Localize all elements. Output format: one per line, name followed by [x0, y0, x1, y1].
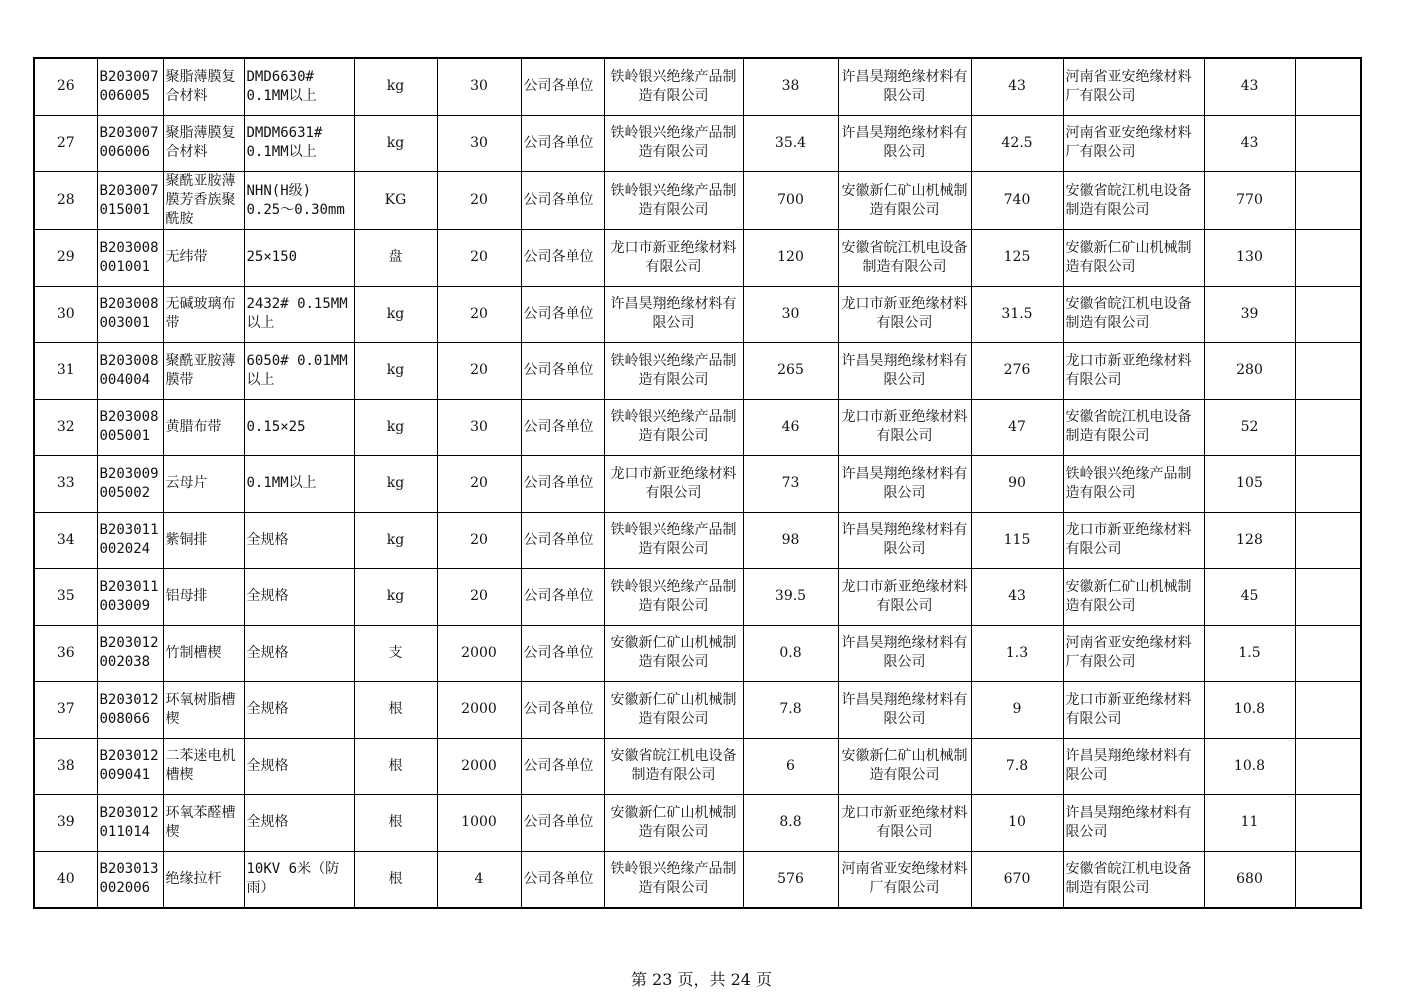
material-code-cell: B203012 008066: [97, 682, 163, 739]
table-row: [34, 682, 1361, 739]
price-2-cell: 10: [971, 795, 1063, 852]
usage-scope-cell: 公司各单位: [521, 512, 604, 569]
quantity-cell: 20: [437, 456, 521, 513]
table-row: [34, 625, 1361, 682]
price-1-cell: 265: [743, 343, 838, 400]
table-row: [34, 851, 1361, 908]
price-1-cell: 46: [743, 399, 838, 456]
specification-cell: DMD6630# 0.1MM以上: [244, 58, 354, 115]
remarks-cell: [1295, 230, 1361, 287]
supplier-3-cell: 铁岭银兴绝缘产品制造有限公司: [1063, 456, 1204, 513]
usage-scope-cell: 公司各单位: [521, 58, 604, 115]
price-1-cell: 6: [743, 738, 838, 795]
unit-cell: 根: [354, 851, 437, 908]
material-code-cell: B203011 003009: [97, 569, 163, 626]
price-2-cell: 47: [971, 399, 1063, 456]
supplier-3-cell: 河南省亚安绝缘材料厂有限公司: [1063, 115, 1204, 172]
remarks-cell: [1295, 738, 1361, 795]
unit-cell: kg: [354, 569, 437, 626]
quantity-cell: 1000: [437, 795, 521, 852]
quantity-cell: 20: [437, 343, 521, 400]
remarks-cell: [1295, 343, 1361, 400]
quantity-cell: 4: [437, 851, 521, 908]
specification-cell: 全规格: [244, 682, 354, 739]
price-3-cell: 52: [1204, 399, 1295, 456]
price-3-cell: 770: [1204, 172, 1295, 230]
material-code-cell: B203008 005001: [97, 399, 163, 456]
supplier-3-cell: 龙口市新亚绝缘材料有限公司: [1063, 682, 1204, 739]
supplier-1-cell: 铁岭银兴绝缘产品制造有限公司: [604, 512, 743, 569]
specification-cell: 全规格: [244, 569, 354, 626]
material-name-cell: 聚脂薄膜复合材料: [163, 58, 244, 115]
supplier-1-cell: 铁岭银兴绝缘产品制造有限公司: [604, 851, 743, 908]
price-2-cell: 43: [971, 58, 1063, 115]
price-3-cell: 10.8: [1204, 738, 1295, 795]
supplier-3-cell: 龙口市新亚绝缘材料有限公司: [1063, 343, 1204, 400]
supplier-3-cell: 河南省亚安绝缘材料厂有限公司: [1063, 625, 1204, 682]
price-1-cell: 7.8: [743, 682, 838, 739]
specification-cell: 10KV 6米（防雨）: [244, 851, 354, 908]
unit-cell: kg: [354, 115, 437, 172]
remarks-cell: [1295, 682, 1361, 739]
unit-cell: kg: [354, 58, 437, 115]
price-2-cell: 43: [971, 569, 1063, 626]
specification-cell: DMDM6631# 0.1MM以上: [244, 115, 354, 172]
price-3-cell: 130: [1204, 230, 1295, 287]
supplier-1-cell: 龙口市新亚绝缘材料有限公司: [604, 456, 743, 513]
row-number-cell: 28: [34, 172, 97, 230]
row-number-cell: 38: [34, 738, 97, 795]
price-1-cell: 700: [743, 172, 838, 230]
unit-cell: 根: [354, 738, 437, 795]
material-name-cell: 紫铜排: [163, 512, 244, 569]
row-number-cell: 26: [34, 58, 97, 115]
unit-cell: kg: [354, 343, 437, 400]
supplier-1-cell: 铁岭银兴绝缘产品制造有限公司: [604, 115, 743, 172]
material-name-cell: 绝缘拉杆: [163, 851, 244, 908]
supplier-3-cell: 许昌昊翔绝缘材料有限公司: [1063, 738, 1204, 795]
quantity-cell: 30: [437, 115, 521, 172]
price-1-cell: 30: [743, 286, 838, 343]
table-row: [34, 456, 1361, 513]
material-code-cell: B203007 006006: [97, 115, 163, 172]
price-1-cell: 576: [743, 851, 838, 908]
supplier-3-cell: 安徽省皖江机电设备制造有限公司: [1063, 172, 1204, 230]
supplier-2-cell: 安徽省皖江机电设备制造有限公司: [838, 230, 971, 287]
supplier-2-cell: 龙口市新亚绝缘材料有限公司: [838, 569, 971, 626]
remarks-cell: [1295, 58, 1361, 115]
price-2-cell: 115: [971, 512, 1063, 569]
material-name-cell: 无碱玻璃布带: [163, 286, 244, 343]
unit-cell: KG: [354, 172, 437, 230]
row-number-cell: 34: [34, 512, 97, 569]
usage-scope-cell: 公司各单位: [521, 795, 604, 852]
price-3-cell: 45: [1204, 569, 1295, 626]
supplier-3-cell: 河南省亚安绝缘材料厂有限公司: [1063, 58, 1204, 115]
material-name-cell: 无纬带: [163, 230, 244, 287]
material-code-cell: B203008 003001: [97, 286, 163, 343]
unit-cell: kg: [354, 456, 437, 513]
row-number-cell: 33: [34, 456, 97, 513]
material-name-cell: 竹制槽楔: [163, 625, 244, 682]
usage-scope-cell: 公司各单位: [521, 399, 604, 456]
price-3-cell: 10.8: [1204, 682, 1295, 739]
row-number-cell: 36: [34, 625, 97, 682]
price-2-cell: 90: [971, 456, 1063, 513]
supplier-1-cell: 铁岭银兴绝缘产品制造有限公司: [604, 569, 743, 626]
material-code-cell: B203012 011014: [97, 795, 163, 852]
price-3-cell: 39: [1204, 286, 1295, 343]
table-row: [34, 172, 1361, 230]
supplier-1-cell: 安徽新仁矿山机械制造有限公司: [604, 625, 743, 682]
supplier-1-cell: 安徽省皖江机电设备制造有限公司: [604, 738, 743, 795]
price-1-cell: 120: [743, 230, 838, 287]
quantity-cell: 20: [437, 172, 521, 230]
table-row: [34, 343, 1361, 400]
material-name-cell: 黄腊布带: [163, 399, 244, 456]
specification-cell: 全规格: [244, 625, 354, 682]
price-1-cell: 39.5: [743, 569, 838, 626]
price-1-cell: 0.8: [743, 625, 838, 682]
supplier-3-cell: 安徽省皖江机电设备制造有限公司: [1063, 399, 1204, 456]
supplier-2-cell: 许昌昊翔绝缘材料有限公司: [838, 343, 971, 400]
usage-scope-cell: 公司各单位: [521, 343, 604, 400]
supplier-3-cell: 安徽省皖江机电设备制造有限公司: [1063, 851, 1204, 908]
material-code-cell: B203007 015001: [97, 172, 163, 230]
price-2-cell: 42.5: [971, 115, 1063, 172]
price-2-cell: 125: [971, 230, 1063, 287]
material-code-cell: B203011 002024: [97, 512, 163, 569]
price-1-cell: 8.8: [743, 795, 838, 852]
quantity-cell: 2000: [437, 625, 521, 682]
specification-cell: 0.15×25: [244, 399, 354, 456]
remarks-cell: [1295, 851, 1361, 908]
unit-cell: 盘: [354, 230, 437, 287]
quantity-cell: 20: [437, 512, 521, 569]
table-row: [34, 569, 1361, 626]
price-2-cell: 7.8: [971, 738, 1063, 795]
supplier-3-cell: 许昌昊翔绝缘材料有限公司: [1063, 795, 1204, 852]
remarks-cell: [1295, 569, 1361, 626]
usage-scope-cell: 公司各单位: [521, 456, 604, 513]
specification-cell: 6050# 0.01MM以上: [244, 343, 354, 400]
material-code-cell: B203007 006005: [97, 58, 163, 115]
table-row: [34, 399, 1361, 456]
table-row: [34, 286, 1361, 343]
price-3-cell: 128: [1204, 512, 1295, 569]
price-3-cell: 680: [1204, 851, 1295, 908]
supplier-3-cell: 龙口市新亚绝缘材料有限公司: [1063, 512, 1204, 569]
remarks-cell: [1295, 795, 1361, 852]
supplier-1-cell: 铁岭银兴绝缘产品制造有限公司: [604, 172, 743, 230]
specification-cell: 0.1MM以上: [244, 456, 354, 513]
unit-cell: kg: [354, 286, 437, 343]
material-name-cell: 环氧苯醛槽楔: [163, 795, 244, 852]
price-3-cell: 280: [1204, 343, 1295, 400]
page-footer: 第 23 页，共 24 页: [630, 970, 773, 989]
usage-scope-cell: 公司各单位: [521, 230, 604, 287]
material-code-cell: B203012 009041: [97, 738, 163, 795]
usage-scope-cell: 公司各单位: [521, 569, 604, 626]
material-code-cell: B203013 002006: [97, 851, 163, 908]
usage-scope-cell: 公司各单位: [521, 851, 604, 908]
material-code-cell: B203009 005002: [97, 456, 163, 513]
unit-cell: kg: [354, 399, 437, 456]
usage-scope-cell: 公司各单位: [521, 625, 604, 682]
material-name-cell: 二苯迷电机槽楔: [163, 738, 244, 795]
price-3-cell: 43: [1204, 115, 1295, 172]
supplier-2-cell: 龙口市新亚绝缘材料有限公司: [838, 795, 971, 852]
material-name-cell: 环氧树脂槽楔: [163, 682, 244, 739]
price-3-cell: 105: [1204, 456, 1295, 513]
row-number-cell: 40: [34, 851, 97, 908]
quantity-cell: 20: [437, 569, 521, 626]
price-2-cell: 276: [971, 343, 1063, 400]
remarks-cell: [1295, 625, 1361, 682]
table-row: [34, 115, 1361, 172]
supplier-1-cell: 铁岭银兴绝缘产品制造有限公司: [604, 58, 743, 115]
table-row: [34, 230, 1361, 287]
specification-cell: 2432# 0.15MM以上: [244, 286, 354, 343]
price-3-cell: 1.5: [1204, 625, 1295, 682]
material-name-cell: 云母片: [163, 456, 244, 513]
specification-cell: 25×150: [244, 230, 354, 287]
remarks-cell: [1295, 512, 1361, 569]
price-2-cell: 9: [971, 682, 1063, 739]
quantity-cell: 30: [437, 58, 521, 115]
usage-scope-cell: 公司各单位: [521, 682, 604, 739]
supplier-3-cell: 安徽新仁矿山机械制造有限公司: [1063, 230, 1204, 287]
material-name-cell: 聚酰亚胺薄膜带: [163, 343, 244, 400]
price-2-cell: 31.5: [971, 286, 1063, 343]
unit-cell: 根: [354, 682, 437, 739]
supplier-1-cell: 龙口市新亚绝缘材料有限公司: [604, 230, 743, 287]
quantity-cell: 20: [437, 230, 521, 287]
supplier-2-cell: 河南省亚安绝缘材料厂有限公司: [838, 851, 971, 908]
row-number-cell: 37: [34, 682, 97, 739]
usage-scope-cell: 公司各单位: [521, 738, 604, 795]
quantity-cell: 2000: [437, 682, 521, 739]
quantity-cell: 2000: [437, 738, 521, 795]
remarks-cell: [1295, 115, 1361, 172]
remarks-cell: [1295, 456, 1361, 513]
row-number-cell: 31: [34, 343, 97, 400]
price-2-cell: 670: [971, 851, 1063, 908]
price-1-cell: 98: [743, 512, 838, 569]
specification-cell: 全规格: [244, 738, 354, 795]
price-1-cell: 35.4: [743, 115, 838, 172]
material-code-cell: B203012 002038: [97, 625, 163, 682]
row-number-cell: 27: [34, 115, 97, 172]
usage-scope-cell: 公司各单位: [521, 286, 604, 343]
supplier-2-cell: 龙口市新亚绝缘材料有限公司: [838, 286, 971, 343]
supplier-2-cell: 许昌昊翔绝缘材料有限公司: [838, 58, 971, 115]
quantity-cell: 30: [437, 399, 521, 456]
price-comparison-table: [33, 57, 1362, 909]
supplier-2-cell: 许昌昊翔绝缘材料有限公司: [838, 512, 971, 569]
price-2-cell: 740: [971, 172, 1063, 230]
supplier-2-cell: 安徽新仁矿山机械制造有限公司: [838, 172, 971, 230]
supplier-2-cell: 许昌昊翔绝缘材料有限公司: [838, 115, 971, 172]
unit-cell: 支: [354, 625, 437, 682]
supplier-2-cell: 许昌昊翔绝缘材料有限公司: [838, 682, 971, 739]
supplier-1-cell: 安徽新仁矿山机械制造有限公司: [604, 682, 743, 739]
supplier-1-cell: 铁岭银兴绝缘产品制造有限公司: [604, 343, 743, 400]
price-3-cell: 43: [1204, 58, 1295, 115]
table-row: [34, 512, 1361, 569]
specification-cell: 全规格: [244, 512, 354, 569]
supplier-2-cell: 安徽新仁矿山机械制造有限公司: [838, 738, 971, 795]
usage-scope-cell: 公司各单位: [521, 115, 604, 172]
usage-scope-cell: 公司各单位: [521, 172, 604, 230]
supplier-2-cell: 许昌昊翔绝缘材料有限公司: [838, 625, 971, 682]
unit-cell: 根: [354, 795, 437, 852]
table-row: [34, 738, 1361, 795]
row-number-cell: 32: [34, 399, 97, 456]
remarks-cell: [1295, 172, 1361, 230]
table-row: [34, 58, 1361, 115]
material-name-cell: 聚酰亚胺薄膜芳香族聚酰胺: [163, 172, 244, 230]
supplier-1-cell: 安徽新仁矿山机械制造有限公司: [604, 795, 743, 852]
quantity-cell: 20: [437, 286, 521, 343]
supplier-1-cell: 铁岭银兴绝缘产品制造有限公司: [604, 399, 743, 456]
specification-cell: 全规格: [244, 795, 354, 852]
material-name-cell: 聚脂薄膜复合材料: [163, 115, 244, 172]
material-name-cell: 铝母排: [163, 569, 244, 626]
price-2-cell: 1.3: [971, 625, 1063, 682]
supplier-3-cell: 安徽新仁矿山机械制造有限公司: [1063, 569, 1204, 626]
supplier-2-cell: 龙口市新亚绝缘材料有限公司: [838, 399, 971, 456]
supplier-2-cell: 许昌昊翔绝缘材料有限公司: [838, 456, 971, 513]
specification-cell: NHN(H级) 0.25～0.30mm: [244, 172, 354, 230]
supplier-3-cell: 安徽省皖江机电设备制造有限公司: [1063, 286, 1204, 343]
material-code-cell: B203008 004004: [97, 343, 163, 400]
material-code-cell: B203008 001001: [97, 230, 163, 287]
row-number-cell: 30: [34, 286, 97, 343]
supplier-1-cell: 许昌昊翔绝缘材料有限公司: [604, 286, 743, 343]
price-1-cell: 38: [743, 58, 838, 115]
price-3-cell: 11: [1204, 795, 1295, 852]
table-row: [34, 795, 1361, 852]
remarks-cell: [1295, 399, 1361, 456]
price-1-cell: 73: [743, 456, 838, 513]
row-number-cell: 35: [34, 569, 97, 626]
unit-cell: kg: [354, 512, 437, 569]
row-number-cell: 29: [34, 230, 97, 287]
row-number-cell: 39: [34, 795, 97, 852]
remarks-cell: [1295, 286, 1361, 343]
